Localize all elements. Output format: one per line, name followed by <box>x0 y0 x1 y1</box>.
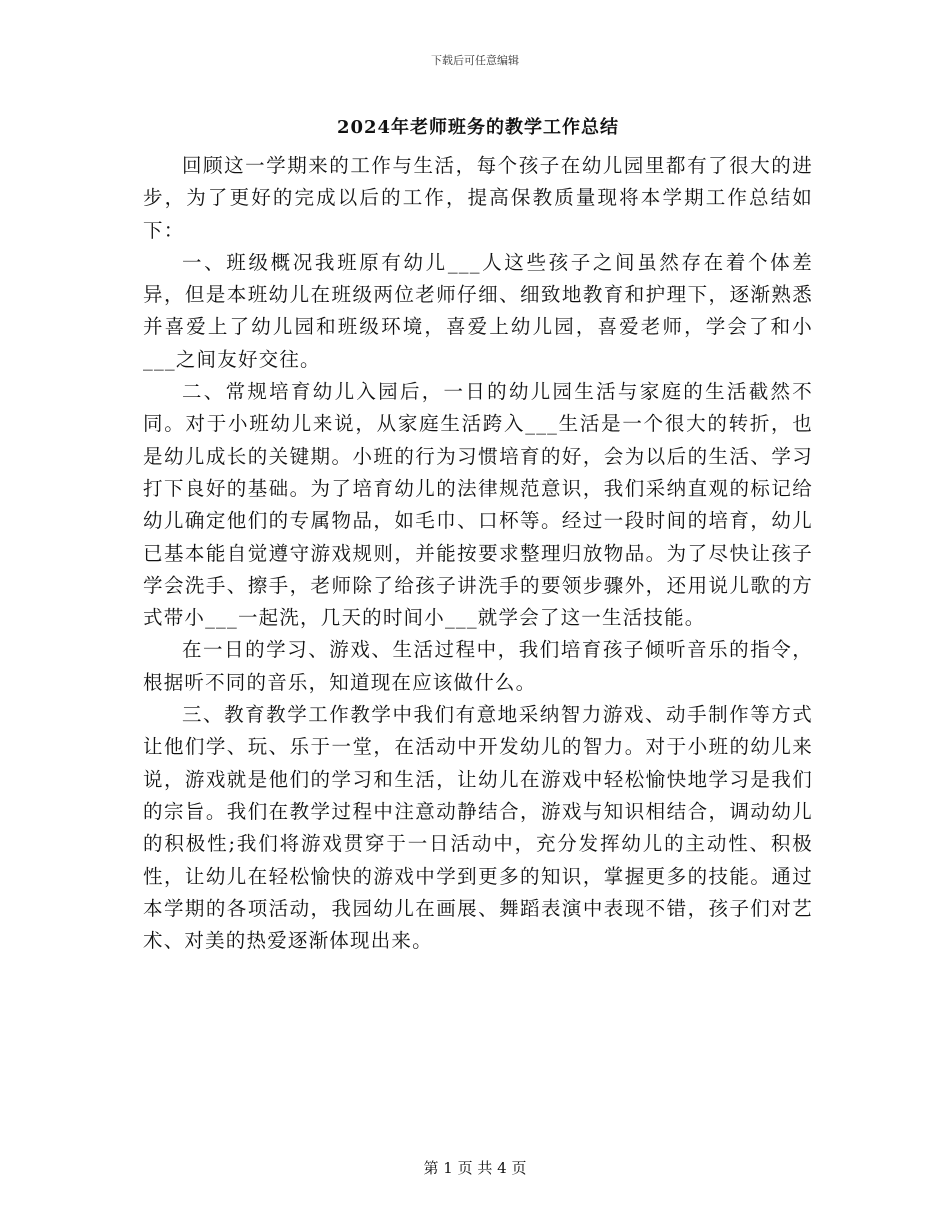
document-title: 2024年老师班务的教学工作总结 <box>336 117 620 138</box>
paragraph-music-instructions: 在一日的学习、游戏、生活过程中，我们培育孩子倾听音乐的指令，根据听不同的音乐，知道现在应该做什么。 <box>143 638 813 694</box>
page-number: 第 1 页 共 4 页 <box>423 1159 527 1177</box>
paragraph-teaching-work: 三、教育教学工作教学中我们有意地采纳智力游戏、动手制作等方式让他们学、玩、乐于一堂，在活动中开发幼儿的智力。对于小班的幼儿来说，游戏就是他们的学习和生活，让幼儿在游戏中轻松愉快地学习是我们的宗旨。我们在教学过程中注意动静结合，游戏与知识相结合，调动幼儿的积极性;我们将游戏贯穿于一日活动中，充分发挥幼儿的主动性、积极性，让幼儿在轻松愉快的游戏中学到更多的知识，掌握更多的技能。通过本学期的各项活动，我园幼儿在画展、舞蹈表演中表现不错，孩子们对艺术、对美的热爱逐渐体现出来。 <box>143 703 813 953</box>
paragraph-intro: 回顾这一学期来的工作与生活，每个孩子在幼儿园里都有了很大的进步，为了更好的完成以后的工作，提高保教质量现将本学期工作总结如下： <box>143 154 813 242</box>
page-header-note: 下载后可任意编辑 <box>431 54 519 67</box>
document-body <box>143 110 813 957</box>
paragraph-routine-training: 二、常规培育幼儿入园后，一日的幼儿园生活与家庭的生活截然不同。对于小班幼儿来说，从家庭生活跨入___生活是一个很大的转折，也是幼儿成长的关键期。小班的行为习惯培育的好，会为以后的生活、学习打下良好的基础。为了培育幼儿的法律规范意识，我们采纳直观的标记给幼儿确定他们的专属物品，如毛巾、口杯等。经过一段时间的培育，幼儿已基本能自觉遵守游戏规则，并能按要求整理归放物品。为了尽快让孩子学会洗手、擦手，老师除了给孩子讲洗手的要领步骤外，还用说儿歌的方式带小___一起洗，几天的时间小___就学会了这一生活技能。 <box>143 380 813 630</box>
paragraph-class-overview: 一、班级概况我班原有幼儿___人这些孩子之间虽然存在着个体差异，但是本班幼儿在班级两位老师仔细、细致地教育和护理下，逐渐熟悉并喜爱上了幼儿园和班级环境，喜爱上幼儿园，喜爱老师，学会了和小___之间友好交往。 <box>143 250 813 371</box>
